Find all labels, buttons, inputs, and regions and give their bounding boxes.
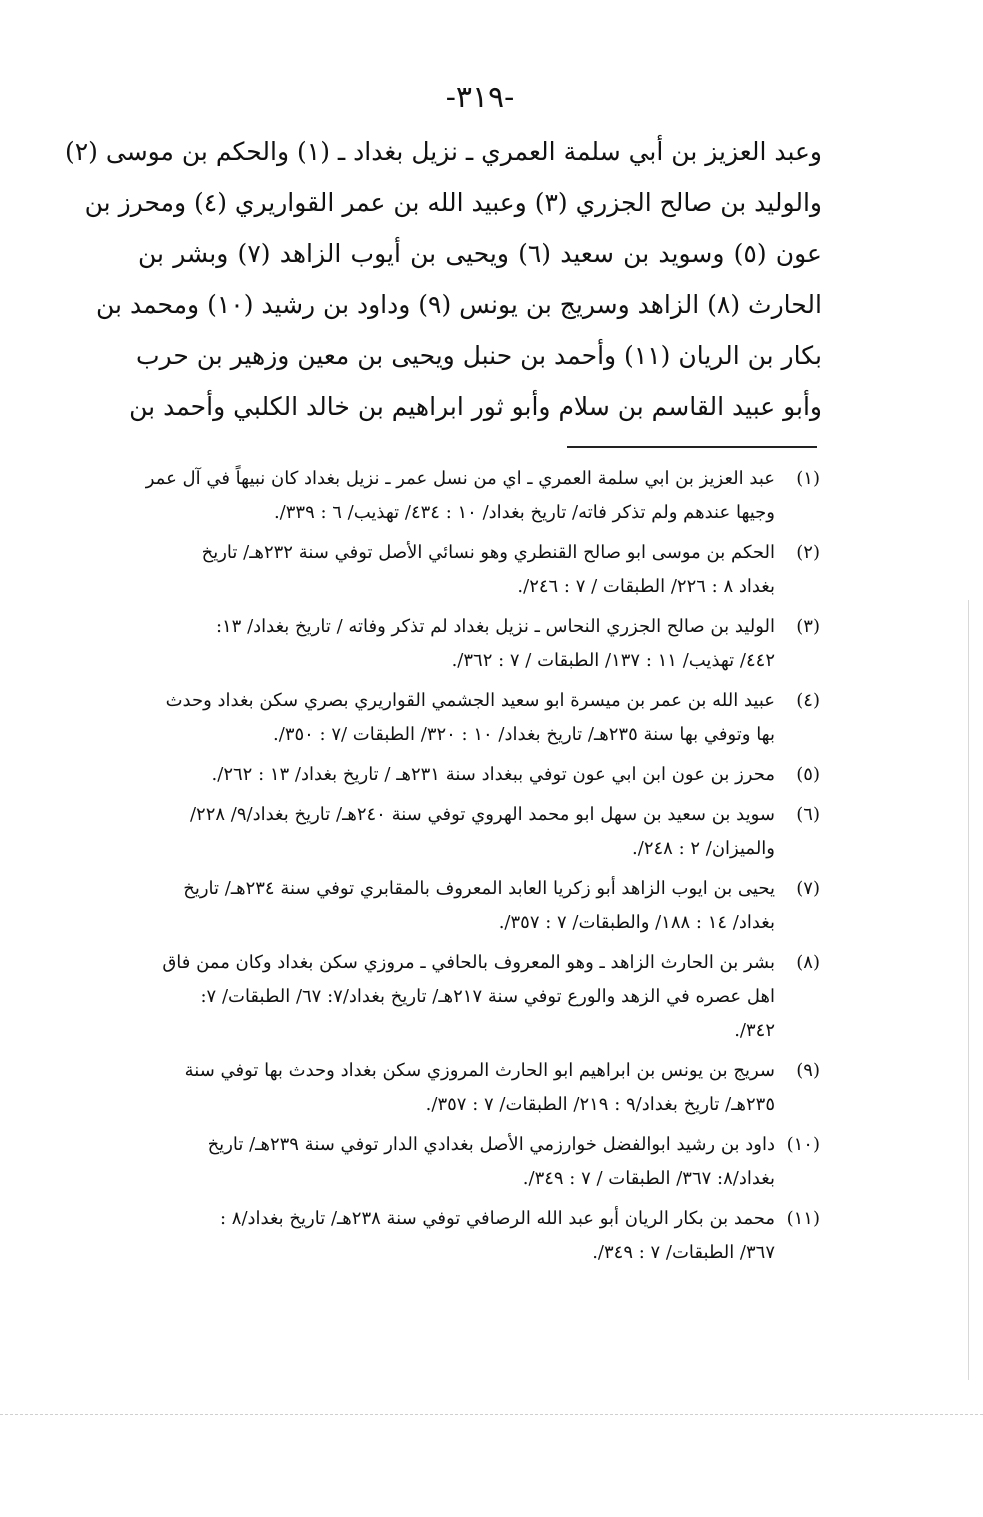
scan-bottom-line: [0, 1414, 983, 1415]
footnote-line: ٣٦٧/ الطبقات/ ٧ : ٣٤٩/.: [592, 1242, 775, 1263]
main-text-line: والوليد بن صالح الجزري (٣) وعبيد الله بن عمر القواريري (٤) ومحرز بن: [84, 188, 822, 217]
footnote-11: [140, 1202, 820, 1270]
footnote-1: [140, 462, 820, 530]
footnote-number: (٩): [796, 1060, 820, 1081]
footnote-line: بشر بن الحارث الزاهد ـ وهو المعروف بالحافي ـ مروزي سكن بغداد وكان ممن فاق: [162, 952, 775, 973]
main-text-line: وعبد العزيز بن أبي سلمة العمري ـ نزيل بغداد ـ (١) والحكم بن موسى (٢): [64, 137, 822, 166]
footnote-line: ٢٣٥هـ/ تاريخ بغداد/٩ : ٢١٩/ الطبقات/ ٧ : ٣٥٧/.: [425, 1094, 775, 1115]
footnote-3: [140, 610, 820, 678]
footnote-8: [140, 946, 820, 1048]
footnote-2: [140, 536, 820, 604]
footnote-line: ٣٤٢/.: [734, 1020, 775, 1041]
footnote-9: [140, 1054, 820, 1122]
footnote-line: محمد بن بكار الريان أبو عبد الله الرصافي توفي سنة ٢٣٨هـ/ تاريخ بغداد/٨ :: [220, 1208, 775, 1229]
footnote-line: بغداد/ ١٤ : ١٨٨/ والطبقات/ ٧ : ٣٥٧/.: [498, 912, 775, 933]
footnote-number: (٤): [796, 690, 820, 711]
footnote-number: (٣): [796, 616, 820, 637]
main-text-line: وأبو عبيد القاسم بن سلام وأبو ثور ابراهيم بن خالد الكلبي وأحمد بن: [129, 392, 822, 421]
footnote-number: (١٠): [786, 1134, 820, 1155]
footnote-line: بغداد ٨ : ٢٢٦/ الطبقات / ٧ : ٢٤٦/.: [517, 576, 775, 597]
footnote-number: (٢): [796, 542, 820, 563]
footnotes-section: [140, 462, 820, 1270]
footnote-line: بغداد/٨: ٣٦٧/ الطبقات / ٧ : ٣٤٩/.: [522, 1168, 775, 1189]
footnote-line: داود بن رشيد ابوالفضل خوارزمي الأصل بغدادي الدار توفي سنة ٢٣٩هـ/ تاريخ: [207, 1134, 775, 1155]
footnote-10: [140, 1128, 820, 1196]
footnote-line: والميزان/ ٢ : ٢٤٨/.: [632, 838, 775, 859]
footnote-4: [140, 684, 820, 752]
footnote-line: اهل عصره في الزهد والورع توفي سنة ٢١٧هـ/ تاريخ بغداد/٧: ٦٧/ الطبقات/ ٧:: [200, 986, 775, 1007]
footnote-number: (١): [796, 468, 820, 489]
footnote-line: سريج بن يونس بن ابراهيم ابو الحارث المروزي سكن بغداد وحدث بها توفي سنة: [184, 1060, 775, 1081]
footnote-number: (٥): [796, 764, 820, 785]
footnote-number: (٦): [796, 804, 820, 825]
footnote-line: بها وتوفي بها سنة ٢٣٥هـ/ تاريخ بغداد/ ١٠ : ٣٢٠/ الطبقات /٧ : ٣٥٠/.: [273, 724, 775, 745]
footnote-6: [140, 798, 820, 866]
footnote-5: [140, 758, 820, 792]
scan-edge-line: [968, 600, 969, 1380]
footnote-line: الوليد بن صالح الجزري النحاس ـ نزيل بغداد لم تذكر وفاته / تاريخ بغداد/ ١٣:: [215, 616, 775, 637]
footnote-line: يحيى بن ايوب الزاهد أبو زكريا العابد المعروف بالمقابري توفي سنة ٢٣٤هـ/ تاريخ: [183, 878, 775, 899]
footnote-7: [140, 872, 820, 940]
main-text-line: بكار بن الريان (١١) وأحمد بن حنبل ويحيى بن معين وزهير بن حرب: [136, 341, 822, 370]
footnote-line: عبيد الله بن عمر بن ميسرة ابو سعيد الجشمي القواريري بصري سكن بغداد وحدث: [165, 690, 775, 711]
footnote-line: سويد بن سعيد بن سهل ابو محمد الهروي توفي سنة ٢٤٠هـ/ تاريخ بغداد/٩/ ٢٢٨/: [189, 804, 775, 825]
main-text-line: عون (٥) وسويد بن سعيد (٦) ويحيى بن أيوب الزاهد (٧) وبشر بن: [138, 239, 822, 268]
footnote-line: وجيها عندهم ولم تذكر فاته/ تاريخ بغداد/ ١٠ : ٤٣٤/ تهذيب/ ٦ : ٣٣٩/.: [273, 502, 775, 523]
footnote-line: ٤٤٢/ تهذيب/ ١١ : ١٣٧/ الطبقات / ٧ : ٣٦٢/.: [451, 650, 775, 671]
footnote-separator: [567, 446, 817, 448]
footnote-line: عبد العزيز بن ابي سلمة العمري ـ اي من نسل عمر ـ نزيل بغداد كان نبيهاً في آل عمر: [145, 468, 775, 489]
footnote-number: (٧): [796, 878, 820, 899]
footnote-line: الحكم بن موسى ابو صالح القنطري وهو نسائي الأصل توفي سنة ٢٣٢هـ/ تاريخ: [201, 542, 775, 563]
main-text-line: الحارث (٨) الزاهد وسريج بن يونس (٩) وداود بن رشيد (١٠) ومحمد بن: [96, 290, 822, 319]
footnote-number: (٨): [796, 952, 820, 973]
main-body-text: [64, 126, 822, 432]
footnote-line: محرز بن عون ابن ابي عون توفي ببغداد سنة ٢٣١هـ / تاريخ بغداد/ ١٣ : ٢٦٢/.: [211, 764, 775, 785]
footnote-number: (١١): [786, 1208, 820, 1229]
page-number: -٣١٩-: [445, 80, 515, 115]
